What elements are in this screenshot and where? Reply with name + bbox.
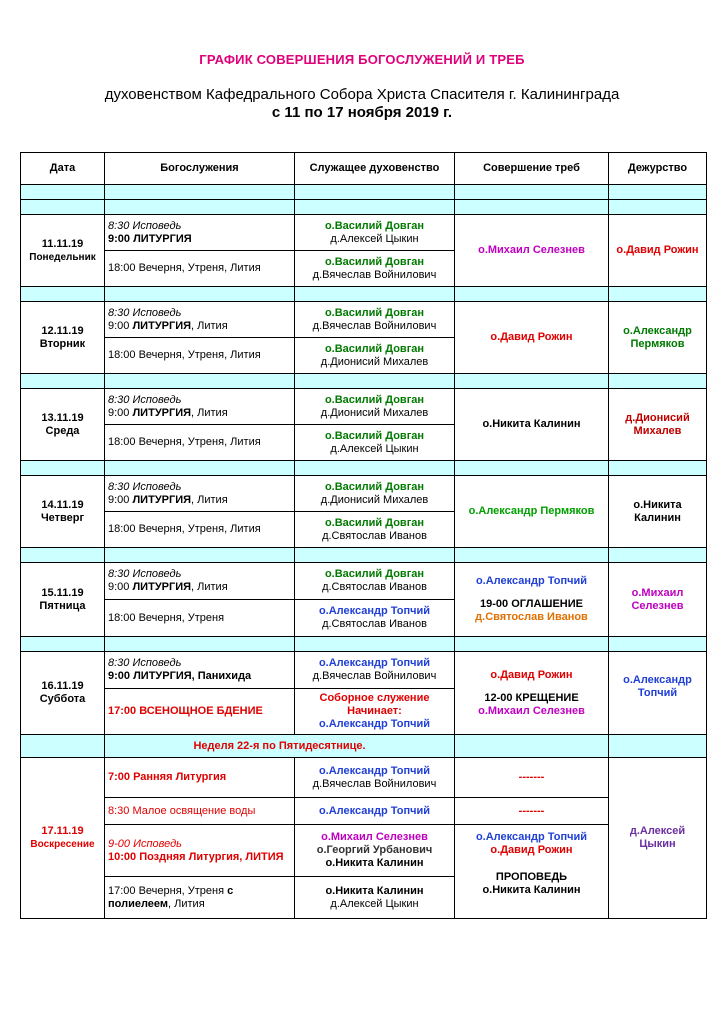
- clergy-priest: о.Василий Довган: [324, 255, 425, 268]
- clergy-cell: [295, 215, 455, 251]
- date-value: 11.11.19: [41, 237, 84, 250]
- service-cell: [105, 302, 295, 338]
- duty-cell: о.Никита Калинин: [609, 476, 707, 548]
- service-time: 8:30 Исповедь: [108, 219, 182, 232]
- clergy-deacon: д.Вячеслав Войнилович: [312, 268, 437, 281]
- service-cell: [105, 825, 295, 877]
- clergy-cell: [295, 476, 455, 512]
- date-cell: [21, 389, 105, 461]
- clergy-cell: [295, 563, 455, 600]
- week-note-row: [21, 735, 707, 758]
- clergy-priest: о.Александр Топчий: [318, 657, 431, 669]
- treby-priest-2: о.Давид Рожин: [490, 844, 573, 856]
- clergy-priest: о.Василий Довган: [324, 219, 425, 232]
- service-cell: 18:00 Вечерня, Утреня: [105, 600, 295, 637]
- date-cell: [21, 215, 105, 287]
- page-period: с 11 по 17 ноября 2019 г.: [271, 104, 453, 121]
- clergy-deacon: д.Вячеслав Войнилович: [312, 319, 437, 332]
- weekday: Четверг: [40, 511, 85, 524]
- clergy-cell: [295, 425, 455, 461]
- duty-cell: о.Александр Пермяков: [609, 302, 707, 374]
- clergy-note: Соборное служение: [319, 692, 430, 704]
- treby-cell: [455, 825, 609, 919]
- treby-cell: [455, 563, 609, 637]
- clergy-cell: [295, 758, 455, 798]
- date-cell: [21, 652, 105, 735]
- clergy-cell: [295, 877, 455, 919]
- col-header-duty: Дежурство: [609, 153, 707, 185]
- clergy-priest: о.Михаил Селезнев: [321, 831, 428, 843]
- service-cell: 17:00 Вечерня, Утреня с полиелеем, Лития: [105, 877, 295, 919]
- clergy-cell: [295, 302, 455, 338]
- weekday: Вторник: [39, 337, 86, 350]
- clergy-cell: о.Александр Топчий: [295, 798, 455, 825]
- date-value: 15.11.19: [41, 586, 84, 599]
- clergy-deacon: д.Алексей Цыкин: [330, 442, 419, 455]
- clergy-deacon: д.Святослав Иванов: [322, 581, 427, 593]
- date-cell: [21, 302, 105, 374]
- table-row: [21, 215, 707, 251]
- clergy-note: Начинает:: [347, 705, 402, 717]
- treby-cell: -------: [455, 758, 609, 798]
- clergy-deacon: д.Дионисий Михалев: [320, 406, 429, 419]
- clergy-cell: [295, 512, 455, 548]
- service-cell: [105, 652, 295, 689]
- separator-row: [21, 200, 707, 215]
- service-time: 8:30 Исповедь: [108, 306, 182, 319]
- service-time: 8:30 Исповедь: [108, 568, 182, 580]
- col-header-date: Дата: [21, 153, 105, 185]
- table-header-row: [21, 153, 707, 185]
- clergy-cell: [295, 825, 455, 877]
- treby-cell: о.Давид Рожин: [455, 302, 609, 374]
- date-cell: [21, 563, 105, 637]
- clergy-deacon: д.Дионисий Михалев: [320, 493, 429, 506]
- clergy-priest: о.Никита Калинин: [325, 884, 424, 897]
- table-row: [21, 652, 707, 689]
- clergy-deacon: д.Алексей Цыкин: [330, 232, 419, 245]
- clergy-deacon: д.Алексей Цыкин: [330, 897, 419, 910]
- weekday: Среда: [45, 424, 80, 437]
- service-name: 9:00 ЛИТУРГИЯ, Лития: [108, 493, 228, 506]
- service-name: 9:00 ЛИТУРГИЯ: [108, 232, 192, 245]
- clergy-cell: [295, 251, 455, 287]
- clergy-priest-3: о.Никита Калинин: [325, 857, 424, 869]
- clergy-priest: о.Василий Довган: [324, 306, 425, 319]
- clergy-deacon: д.Святослав Иванов: [322, 618, 427, 630]
- service-cell: [105, 215, 295, 251]
- date-cell: [21, 476, 105, 548]
- page-title: ГРАФИК СОВЕРШЕНИЯ БОГОСЛУЖЕНИЙ И ТРЕБ: [199, 52, 525, 67]
- duty-cell: о.Александр Топчий: [609, 652, 707, 735]
- service-time: 8:30 Исповедь: [108, 657, 182, 669]
- duty-cell: о.Давид Рожин: [609, 215, 707, 287]
- weekday: Воскресение: [30, 839, 95, 850]
- treby-cell: о.Александр Пермяков: [455, 476, 609, 548]
- clergy-cell: [295, 689, 455, 735]
- treby-event: 12-00 КРЕЩЕНИЕ: [484, 691, 579, 704]
- service-name: 9:00 ЛИТУРГИЯ, Панихида: [108, 670, 252, 682]
- clergy-priest: о.Александр Топчий: [318, 718, 431, 730]
- table-row: [21, 798, 707, 825]
- clergy-priest: о.Василий Довган: [324, 516, 425, 529]
- clergy-priest: о.Александр Топчий: [318, 764, 431, 777]
- table-row: [21, 476, 707, 512]
- duty-cell: д.Алексей Цыкин: [609, 758, 707, 919]
- clergy-priest: о.Александр Топчий: [318, 605, 431, 617]
- treby-priest: о.Александр Топчий: [475, 831, 588, 843]
- service-name: 9:00 ЛИТУРГИЯ, Лития: [108, 406, 228, 419]
- col-header-services: Богослужения: [105, 153, 295, 185]
- date-value: 12.11.19: [41, 324, 84, 337]
- separator-row: [21, 461, 707, 476]
- col-header-treby: Совершение треб: [455, 153, 609, 185]
- date-value: 16.11.19: [41, 680, 84, 692]
- service-cell: 7:00 Ранняя Литургия: [105, 758, 295, 798]
- clergy-deacon: д.Святослав Иванов: [322, 529, 427, 542]
- clergy-cell: [295, 338, 455, 374]
- date-value: 14.11.19: [41, 498, 84, 511]
- clergy-deacon: д.Вячеслав Войнилович: [312, 777, 437, 790]
- week-note: Неделя 22-я по Пятидесятнице.: [105, 735, 455, 758]
- service-cell: 18:00 Вечерня, Утреня, Лития: [105, 251, 295, 287]
- service-name: 9:00 ЛИТУРГИЯ, Лития: [108, 581, 228, 593]
- clergy-priest: о.Василий Довган: [324, 393, 425, 406]
- clergy-priest: о.Василий Довган: [324, 480, 425, 493]
- separator-row: [21, 637, 707, 652]
- table-row: [21, 302, 707, 338]
- clergy-cell: [295, 652, 455, 689]
- service-cell: 18:00 Вечерня, Утреня, Лития: [105, 338, 295, 374]
- treby-priest: о.Давид Рожин: [490, 668, 573, 681]
- schedule-table: [20, 152, 707, 919]
- clergy-priest: о.Василий Довган: [324, 568, 425, 580]
- weekday: Понедельник: [29, 251, 96, 263]
- date-cell: [21, 758, 105, 919]
- treby-priest-3: о.Никита Калинин: [482, 884, 581, 896]
- duty-cell: д.Дионисий Михалев: [609, 389, 707, 461]
- clergy-priest-2: о.Георгий Урбанович: [316, 844, 433, 856]
- service-cell: [105, 563, 295, 600]
- clergy-deacon: д.Вячеслав Войнилович: [312, 670, 437, 682]
- treby-cell: [455, 652, 609, 735]
- service-time: 8:30 Исповедь: [108, 480, 182, 493]
- service-cell: 18:00 Вечерня, Утреня, Лития: [105, 512, 295, 548]
- service-cell: 18:00 Вечерня, Утреня, Лития: [105, 425, 295, 461]
- service-time: 8:30 Исповедь: [108, 393, 182, 406]
- treby-cell: -------: [455, 798, 609, 825]
- table-row: [21, 758, 707, 798]
- treby-event: ПРОПОВЕДЬ: [495, 871, 568, 883]
- col-header-clergy: Служащее духовенство: [295, 153, 455, 185]
- clergy-priest: о.Василий Довган: [324, 342, 425, 355]
- duty-cell: о.Михаил Селезнев: [609, 563, 707, 637]
- treby-priest: о.Александр Топчий: [475, 575, 588, 587]
- service-cell: 17:00 ВСЕНОЩНОЕ БДЕНИЕ: [105, 689, 295, 735]
- separator-row: [21, 548, 707, 563]
- table-row: [21, 389, 707, 425]
- treby-cell: о.Никита Калинин: [455, 389, 609, 461]
- separator-row: [21, 287, 707, 302]
- treby-priest-2: о.Михаил Селезнев: [478, 704, 585, 717]
- treby-cell: о.Михаил Селезнев: [455, 215, 609, 287]
- date-value: 17.11.19: [41, 825, 84, 837]
- clergy-deacon: д.Дионисий Михалев: [320, 355, 429, 368]
- treby-deacon: д.Святослав Иванов: [475, 611, 588, 623]
- service-cell: 8:30 Малое освящение воды: [105, 798, 295, 825]
- separator-row: [21, 374, 707, 389]
- clergy-cell: [295, 389, 455, 425]
- clergy-priest: о.Василий Довган: [324, 429, 425, 442]
- table-row: [21, 825, 707, 877]
- treby-event: 19-00 ОГЛАШЕНИЕ: [480, 598, 583, 610]
- clergy-cell: [295, 600, 455, 637]
- weekday: Суббота: [39, 693, 86, 705]
- separator-row: [21, 185, 707, 200]
- service-name: 9:00 ЛИТУРГИЯ, Лития: [108, 319, 228, 332]
- service-cell: [105, 476, 295, 512]
- table-row: [21, 563, 707, 600]
- service-time: 9-00 Исповедь: [108, 837, 182, 850]
- service-cell: [105, 389, 295, 425]
- weekday: Пятница: [39, 599, 86, 612]
- service-name: 10:00 Поздняя Литургия, ЛИТИЯ: [108, 850, 284, 863]
- date-value: 13.11.19: [41, 411, 84, 424]
- page-subtitle: духовенством Кафедрального Собора Христа Спасителя г. Калининграда: [104, 86, 620, 103]
